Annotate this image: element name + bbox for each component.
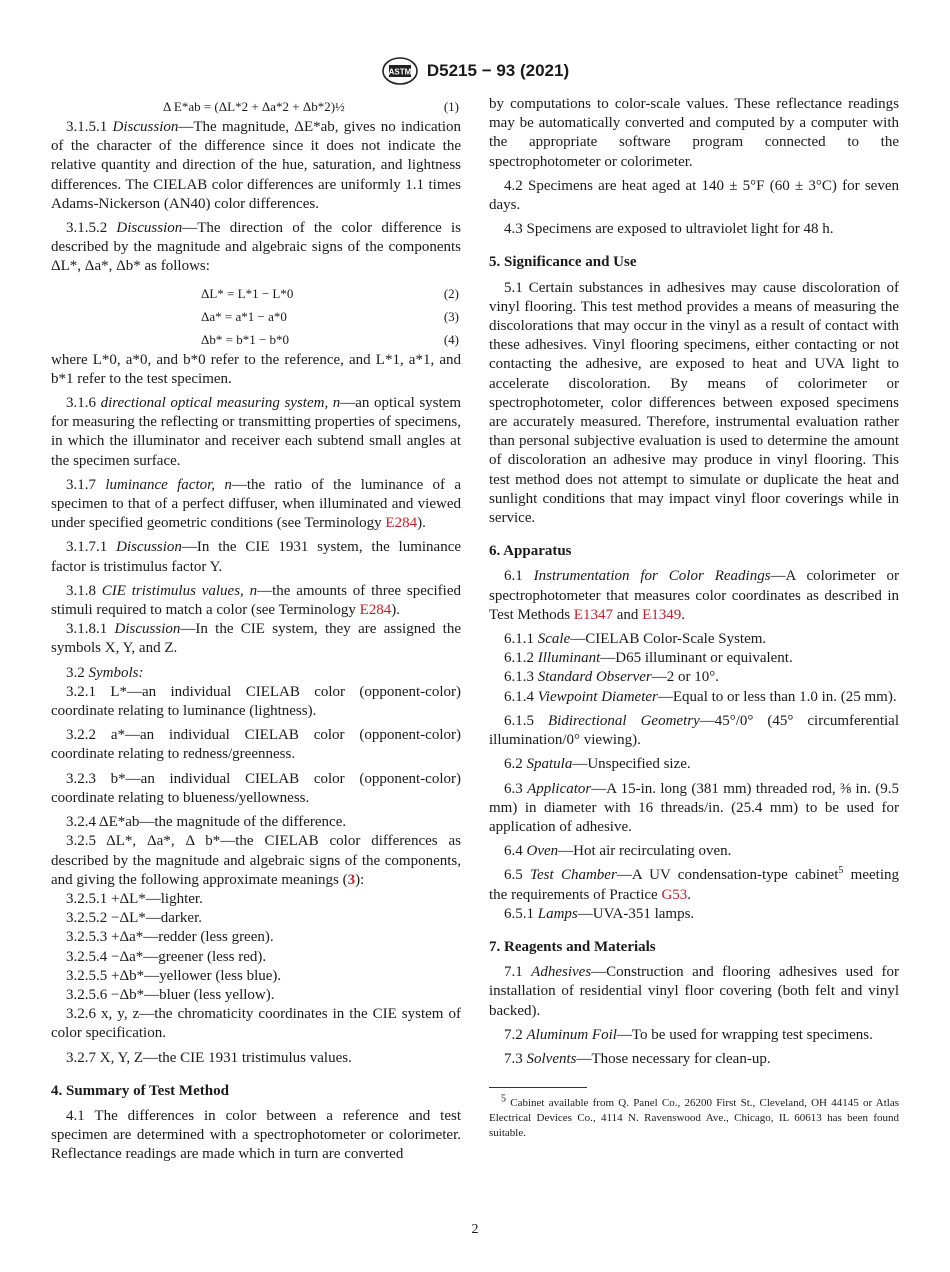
paragraph-3-2-6: 3.2.6 x, y, z—the chromaticity coordinates in the CIE system of color specification. [51,1006,461,1042]
paragraph-3-2-1: 3.2.1 L*—an individual CIELAB color (opponent-color) coordinate relating to luminance (lightness). [51,683,461,720]
paragraph-4-1: 4.1 The differences in color between a reference and test specimen are determined with a spectrophotometer or colorimeter. Reflectance readings are made which in turn are converted [51,1107,461,1163]
equation-2 [51,282,461,305]
paragraph-3-1-5-1: 3.1.5.1 Discussion—The magnitude, ΔE*ab, gives no indication of the character of the difference since it does not indicate the relative quantity and direction of the hue, saturation, and lightness differences. The CIELAB color differences are uniformly 1.1 times Adams-Nickerson (AN40) color differences. [51,119,461,212]
left-column [51,95,461,1170]
list-item: 3.2.5.6 −Δb*—bluer (less yellow). [66,986,275,1003]
section-heading-7: 7. Reagents and Materials [489,938,656,955]
link-e1347[interactable]: E1347 [573,606,613,623]
section-heading-4: 4. Summary of Test Method [51,1082,229,1099]
paragraph-3-2-5: 3.2.5 ΔL*, Δa*, Δ b*—the CIELAB color differences as described by the magnitude and algebraic signs of the components, and giving the following approximate meanings (3): [51,833,461,888]
equation-number: (4) [443,331,459,347]
equation-4 [51,328,461,351]
paragraph-3-1-8: 3.1.8 CIE tristimulus values, n—the amounts of three specified stimuli required to match a color (see Terminology E284). [51,582,461,619]
paragraph-3-1-7-1: 3.1.7.1 Discussion—In the CIE 1931 system, the luminance factor is tristimulus factor Y. [51,539,462,575]
where-clause: where L*0, a*0, and b*0 refer to the reference, and L*1, a*1, and b*1 refer to the test specimen. [51,351,461,387]
paragraph-5-1: 5.1 Certain substances in adhesives may cause discoloration of vinyl flooring. This test method provides a means of measuring the discolorations that may occur in the vinyl as a result of contact with these adhesives. Vinyl flooring specimens, either contacting or not contacting the adhesive, are exposed to heat and UVA light to accelerate discoloration. By means of colorimeter or spectrophotometer, color differences between exposed specimens are accurately measured. Therefore, instrumental evaluation rather than personal subjective evaluation is used to determine the amount of discoloration an adhesive may produce in vinyl flooring. This test method does not attempt to simulate or duplicate the heat and sunlight conditions that may impact vinyl floor coverings while in service. [489,279,899,527]
paragraph-3-1-5-2: 3.1.5.2 Discussion—The direction of the color difference is described by the magnitude and algebraic signs of the components ΔL*, Δa*, Δb* as follows: [51,220,462,275]
paragraph-7-3: 7.3 Solvents—Those necessary for clean-up. [504,1050,771,1067]
reference-3[interactable]: 3 [347,871,356,888]
link-e284[interactable]: E284 [385,515,418,532]
link-e284[interactable]: E284 [359,602,392,619]
list-item: 3.2.5.4 −Δa*—greener (less red). [66,948,267,965]
link-e1349[interactable]: E1349 [642,606,682,623]
paragraph-6-1: 6.1 Instrumentation for Color Readings—A colorimeter or spectrophotometer that measures color coordinates as described in Test Methods E1347 and E1349. [489,568,899,623]
right-column [489,95,899,1141]
page-header [0,56,950,86]
paragraph-6-2: 6.2 Spatula—Unspecified size. [504,756,691,773]
paragraph-6-1-1: 6.1.1 Scale—CIELAB Color-Scale System. [504,631,767,648]
paragraph-3-1-6: 3.1.6 directional optical measuring system, n—an optical system for measuring the reflecting or transmitting properties of specimens, in which the illuminator and receiver each subtend small angles at the specimen surface. [51,395,462,469]
equation-1 [51,95,461,118]
link-g53[interactable]: G53 [661,886,688,903]
paragraph-6-3: 6.3 Applicator—A 15-in. long (381 mm) threaded rod, ⅜ in. (9.5 mm) in diameter with 16 threads/in. (25.4 mm) to be used for application of adhesive. [489,780,899,835]
paragraph-6-1-3: 6.1.3 Standard Observer—2 or 10°. [504,669,720,686]
section-heading-5: 5. Significance and Use [489,254,637,271]
equation-3 [51,305,461,328]
paragraph-6-5: 6.5 Test Chamber—A UV condensation-type cabinet$^5$ meeting the requirements of Practice G53. [489,865,899,903]
footnote: $^5$ Cabinet available from Q. Panel Co., 26200 First St., Cleveland, OH 44145 or Atlas Electrical Devices Co., 4114 N. Ravenswood Ave., Chicago, IL 60613 has been found suitable. [489,1093,899,1140]
footnote-divider [489,1087,587,1088]
paragraph-3-2-4: 3.2.4 ΔE*ab—the magnitude of the difference. [66,814,347,831]
equation-number: (3) [443,308,459,324]
paragraph-3-2: 3.2 Symbols: [66,664,144,681]
equation-number: (1) [443,99,459,114]
list-item: 3.2.5.2 −ΔL*—darker. [66,910,202,927]
equation-expression: Δ E*ab = (ΔL*2 + Δa*2 + Δb*2)½ [163,99,345,114]
equation-expression: Δb* = b*1 − b*0 [201,331,290,347]
document-designation: D5215 − 93 (2021) [426,61,570,80]
paragraph-3-2-2: 3.2.2 a*—an individual CIELAB color (opponent-color) coordinate relating to redness/greenness. [51,727,461,763]
svg-text:ASTM: ASTM [388,67,412,77]
equation-number: (2) [443,285,459,301]
paragraph-6-1-4: 6.1.4 Viewpoint Diameter—Equal to or less than 1.0 in. (25 mm). [504,688,897,705]
list-item: 3.2.5.1 +ΔL*—lighter. [66,890,203,907]
equation-expression: ΔL* = L*1 − L*0 [201,285,294,301]
section-heading-6: 6. Apparatus [489,543,572,560]
paragraph-7-2: 7.2 Aluminum Foil—To be used for wrapping test specimens. [504,1026,873,1043]
paragraph-4-1-continued: by computations to color-scale values. These reflectance readings may be automatically converted and computed by a computer with the appropriate software program connected to the spectrophotometer or colorimeter. [489,96,899,170]
paragraph-4-2: 4.2 Specimens are heat aged at 140 ± 5°F (60 ± 3°C) for seven days. [489,177,899,214]
paragraph-3-2-7: 3.2.7 X, Y, Z—the CIE 1931 tristimulus values. [66,1049,352,1066]
paragraph-3-1-7: 3.1.7 luminance factor, n—the ratio of the luminance of a specimen to that of a perfect diffuser, when illuminated and viewed under specified geometric conditions (see Terminology E284). [51,476,462,532]
paragraph-7-1: 7.1 Adhesives—Construction and flooring adhesives used for installation of residential vinyl floor covering (both felt and vinyl backed). [489,964,900,1019]
paragraph-3-2-3: 3.2.3 b*—an individual CIELAB color (opponent-color) coordinate relating to blueness/yellowness. [51,770,461,806]
paragraph-6-1-2: 6.1.2 Illuminant—D65 illuminant or equivalent. [504,650,793,667]
paragraph-6-5-1: 6.5.1 Lamps—UVA-351 lamps. [504,905,695,922]
paragraph-6-4: 6.4 Oven—Hot air recirculating oven. [504,843,732,860]
paragraph-3-1-8-1: 3.1.8.1 Discussion—In the CIE system, they are assigned the symbols X, Y, and Z. [51,621,461,657]
list-item: 3.2.5.3 +Δa*—redder (less green). [66,929,274,946]
paragraph-6-1-5: 6.1.5 Bidirectional Geometry—45°/0° (45° circumferential illumination/0° viewing). [489,712,899,749]
footnote-marker[interactable]: 5 [838,865,844,877]
paragraph-4-3: 4.3 Specimens are exposed to ultraviolet light for 48 h. [504,221,834,238]
page-number: 2 [471,1222,479,1237]
list-item: 3.2.5.5 +Δb*—yellower (less blue). [66,967,282,984]
astm-logo-icon [381,56,419,86]
equation-expression: Δa* = a*1 − a*0 [201,308,287,324]
